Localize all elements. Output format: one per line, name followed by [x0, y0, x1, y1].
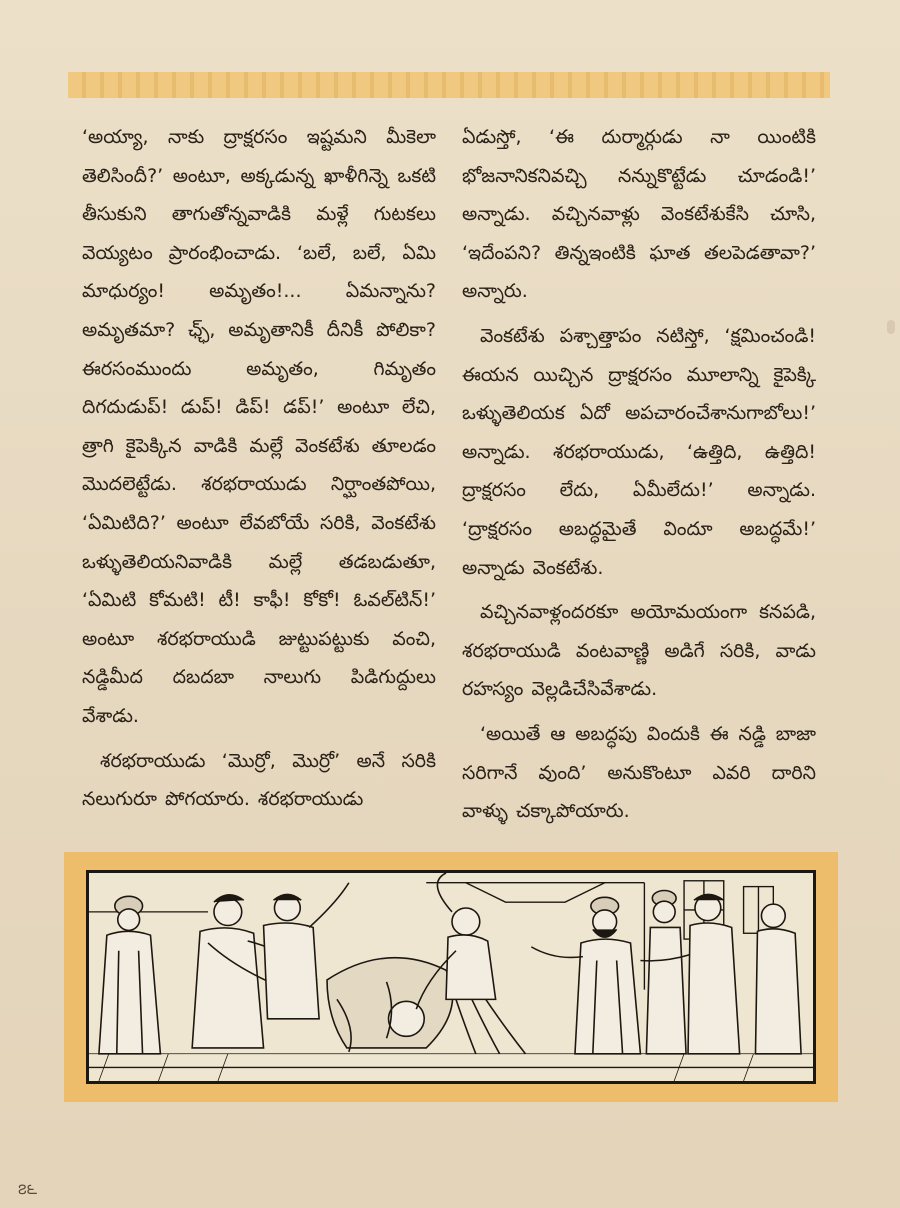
decorative-header-band [68, 72, 830, 98]
story-paragraph: ‘అయ్యా, నాకు ద్రాక్షరసం ఇష్టమని మీకెలా తెలిసిందీ?’ అంటూ, అక్కడున్న ఖాళీగిన్నె ఒకటి తీసుకుని తాగుతోన్నవాడికి మళ్లే గుటకలు వెయ్యటం ప్రారంభించాడు. ‘బలే, బలే, ఏమి మాధుర్యం! అమృతం!... ఏమన్నాను? అమృతమా? ఛ్ఛ్, అమృతానికీ దీనికీ పోలికా? ఈరసంముందు అమృతం, గిమృతం దిగదుడుప్! డుప్! డిప్! డప్!’ అంటూ లేచి, త్రాగి కైపెక్కిన వాడికి మల్లే వెంకటేశు తూలడం మొదలెట్టేడు. శరభరాయుడు నిర్ఘాంతపోయి, ‘ఏమిటిది?’ అంటూ లేవబోయే సరికి, వెంకటేశు ఒళ్ళుతెలియనివాడికి మల్లే తడబడుతూ, ‘ఏమిటి కోమటి! టీ! కాఫీ! కోకో! ఓవల్‌టిన్!’ అంటూ శరభరాయుడి జుట్టుపట్టుకు వంచి, నడ్డిమీద దబదబా నాలుగు పిడిగుద్దులు వేశాడు. [82, 126, 436, 727]
left-text-column [82, 118, 436, 825]
illustration-drawing [89, 873, 813, 1081]
story-paragraph: ఏడుస్తో, ‘ఈ దుర్మార్గుడు నా యింటికి భోజనానికనివచ్చి నన్నుకొట్టేడు చూడండి!’ అన్నాడు. వచ్చినవాళ్లు వెంకటేశుకేసి చూసి, ‘ఇదేంపని? తిన్నఇంటికి ఘాత తలపెడతావా?’ అన్నారు. [462, 126, 816, 303]
story-paragraph: వచ్చినవాళ్లందరకూ అయోమయంగా కనపడి, శరభరాయుడి వంటవాణ్ణి అడిగే సరికి, వాడు రహస్యం వెల్లడిచేసివేశాడు. [462, 601, 816, 701]
right-text-column [462, 118, 816, 837]
paper-edge-mark [887, 320, 895, 334]
story-paragraph: శరభరాయుడు ‘మొర్రో, మొర్రో’ అనే సరికి నలుగురూ పోగయారు. శరభరాయుడు [82, 749, 436, 811]
illustration-frame [64, 852, 838, 1102]
story-paragraph: వెంకటేశు పశ్చాత్తాపం నటిస్తో, ‘క్షమించండి! ఈయన యిచ్చిన ద్రాక్షరసం మూలాన్ని కైపెక్కి ఒళ్ళుతెలియక ఏదో అపచారంచేశానుగాబోలు!’ అన్నాడు. శరభరాయుడు, ‘ఉత్తిది, ఉత్తిది! ద్రాక్షరసం లేదు, ఏమీలేదు!’ అన్నాడు. ‘ద్రాక్షరసం అబద్ధమైతే విందూ అబద్ధమే!’ అన్నాడు వెంకటేశు. [462, 324, 816, 579]
story-paragraph: ‘అయితే ఆ అబద్ధపు విందుకి ఈ నడ్డి బాజా సరిగానే వుంది’ అనుకొంటూ ఎవరి దారిని వాళ్ళు చక్కాపోయారు. [462, 722, 816, 823]
story-illustration [86, 870, 816, 1084]
page-number: ౭౬ [18, 1180, 38, 1198]
